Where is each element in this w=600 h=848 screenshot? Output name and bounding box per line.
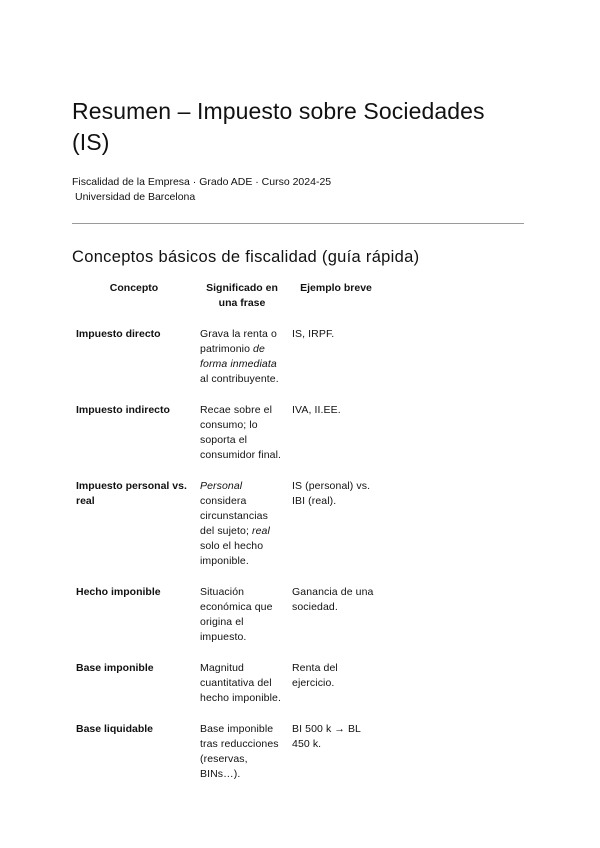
header-concept: Concepto bbox=[109, 282, 159, 294]
row-example: BI 500 k → BL 450 k. bbox=[292, 723, 361, 750]
row-meaning: Magnitud cuantitativa del hecho imponible. bbox=[200, 662, 281, 704]
table-row bbox=[72, 661, 384, 722]
table-row bbox=[72, 479, 384, 585]
university-name: Universidad de Barcelona bbox=[75, 191, 196, 203]
table-row bbox=[72, 722, 384, 798]
row-example: IVA, II.EE. bbox=[292, 404, 341, 416]
concepts-table bbox=[72, 281, 384, 798]
table-header-row bbox=[72, 281, 384, 327]
table-row bbox=[72, 585, 384, 661]
meaning-emphasis: de forma inmediata bbox=[200, 343, 277, 370]
meaning-text: Grava la renta o patrimonio bbox=[200, 328, 277, 355]
row-concept: Base liquidable bbox=[76, 723, 154, 735]
meaning-text: al contribuyente. bbox=[200, 373, 279, 385]
meaning-emphasis: real bbox=[251, 525, 270, 537]
course-info: Fiscalidad de la Empresa · Grado ADE · Curso 2024-25 bbox=[72, 176, 332, 188]
row-concept: Hecho imponible bbox=[76, 586, 161, 598]
document-title: Resumen – Impuesto sobre Sociedades (IS) bbox=[72, 98, 485, 155]
row-concept: Impuesto indirecto bbox=[76, 404, 170, 416]
document-meta bbox=[72, 175, 524, 205]
row-concept: Impuesto directo bbox=[76, 328, 161, 340]
row-example: IS, IRPF. bbox=[292, 328, 335, 340]
row-meaning: Situación económica que origina el impuesto. bbox=[200, 586, 273, 643]
row-concept: Base imponible bbox=[76, 662, 154, 674]
table-row bbox=[72, 403, 384, 479]
row-example: IS (personal) vs. IBI (real). bbox=[292, 480, 371, 507]
meaning-emphasis: Personal bbox=[200, 480, 243, 492]
row-example: Renta del ejercicio. bbox=[292, 662, 338, 689]
meaning-text: solo el hecho imponible. bbox=[200, 540, 264, 567]
header-example: Ejemplo breve bbox=[300, 282, 372, 294]
section-title: Conceptos básicos de fiscalidad (guía rápida) bbox=[72, 248, 420, 266]
header-meaning: Significado en una frase bbox=[206, 282, 278, 309]
document-page bbox=[72, 96, 524, 798]
row-example: Ganancia de una sociedad. bbox=[292, 586, 374, 613]
row-meaning: Base imponible tras reducciones (reservas, BINs…). bbox=[200, 723, 279, 780]
row-meaning bbox=[196, 479, 288, 585]
row-meaning bbox=[196, 327, 288, 403]
row-meaning: Recae sobre el consumo; lo soporta el consumidor final. bbox=[200, 404, 282, 461]
meaning-text: considera circunstancias del sujeto; bbox=[200, 495, 268, 537]
row-concept: Impuesto personal vs. real bbox=[76, 480, 187, 507]
horizontal-divider bbox=[72, 223, 524, 224]
table-row bbox=[72, 327, 384, 403]
